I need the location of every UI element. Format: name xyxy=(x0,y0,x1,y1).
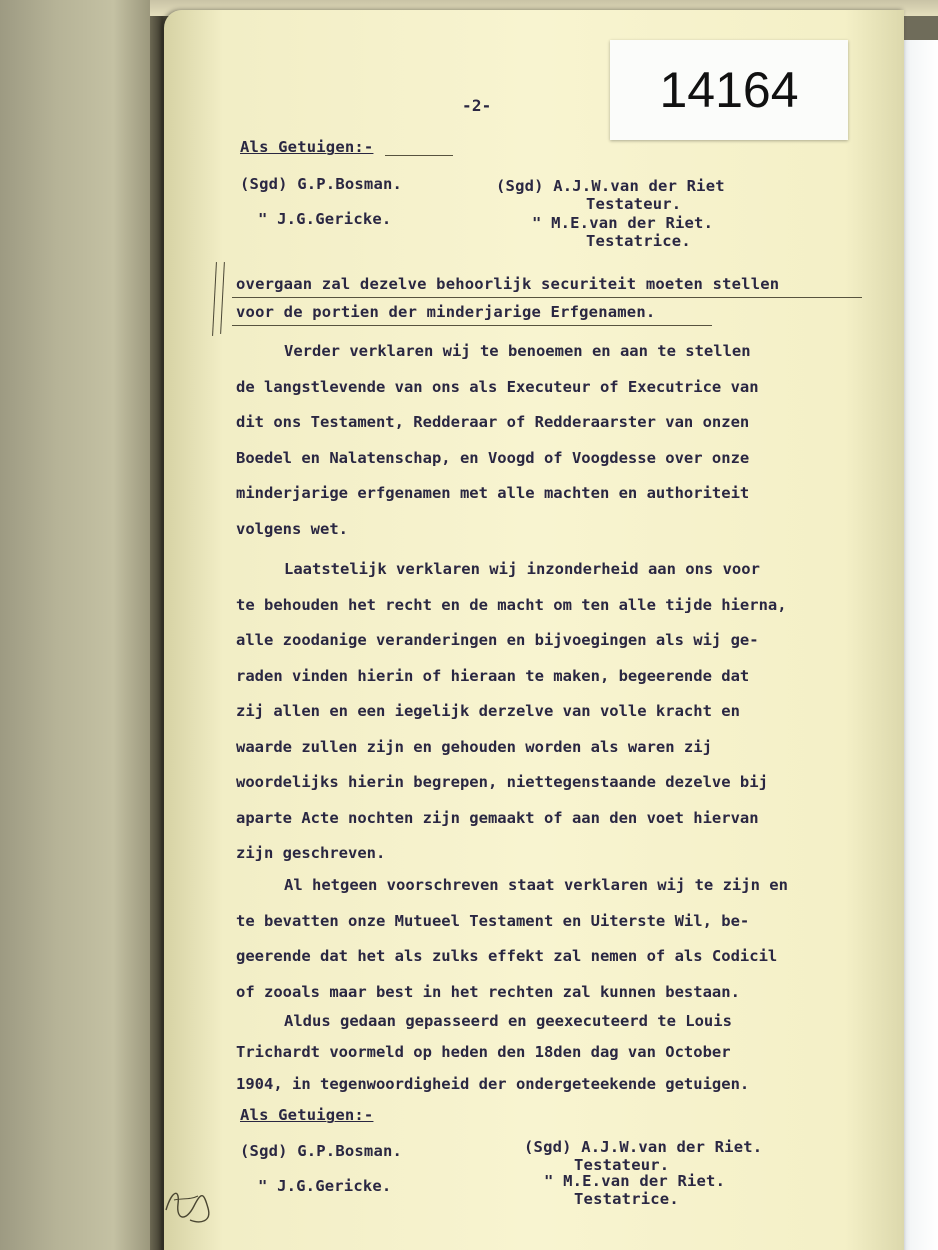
text-line: de langstlevende van ons als Executeur of Executrice van xyxy=(236,377,759,396)
text-line: Laatstelijk verklaren wij inzonderheid aan ons voor xyxy=(284,560,760,578)
text-line: Verder verklaren wij te benoemen en aan te stellen xyxy=(284,342,751,360)
text-line: volgens wet. xyxy=(236,519,348,538)
bottom-testatrix-signature: " M.E.van der Riet. xyxy=(544,1172,726,1190)
heading-underline xyxy=(385,155,453,156)
text-line: raden vinden hierin of hieraan te maken, begeerende dat xyxy=(236,666,750,685)
body-line-2: voor de portien der minderjarige Erfgenamen. xyxy=(236,303,656,321)
bottom-witness-2-signature: " J.G.Gericke. xyxy=(258,1177,392,1195)
reference-number-label: 14164 xyxy=(610,40,848,140)
bottom-testatrix-role: Testatrice. xyxy=(574,1190,679,1208)
testator-role: Testateur. xyxy=(586,195,682,213)
pencil-underline xyxy=(232,325,712,326)
page-number: -2- xyxy=(462,96,492,115)
text-line: Trichardt voormeld op heden den 18den dag van October xyxy=(236,1043,731,1061)
bottom-testator-role: Testateur. xyxy=(574,1156,670,1174)
text-line: woordelijks hierin begrepen, niettegenstaande dezelve bij xyxy=(236,773,768,791)
pencil-underline xyxy=(232,297,862,298)
body-line-1: overgaan zal dezelve behoorlijk securiteit moeten stellen xyxy=(236,275,780,293)
text-line: waarde zullen zijn en gehouden worden als waren zij xyxy=(236,737,712,756)
witness-1-signature: (Sgd) G.P.Bosman. xyxy=(240,175,403,193)
text-line: dit ons Testament, Redderaar of Redderaarster van onzen xyxy=(236,413,750,431)
text-line: te behouden het recht en de macht om ten alle tijde hierna, xyxy=(236,595,787,614)
paragraph-execution xyxy=(236,1006,846,1100)
text-line: minderjarige erfgenamen met alle machten en authoriteit xyxy=(236,484,750,502)
handwritten-scribble xyxy=(160,1170,220,1230)
paragraph-testament xyxy=(236,868,846,1010)
paragraph-executors xyxy=(236,334,846,547)
testator-signature: (Sgd) A.J.W.van der Riet xyxy=(496,177,725,195)
text-line: geerende dat het als zulks effekt zal nemen of als Codicil xyxy=(236,947,778,965)
bottom-testator-signature: (Sgd) A.J.W.van der Riet. xyxy=(524,1138,763,1156)
bottom-witnesses-heading: Als Getuigen:- xyxy=(240,1106,374,1124)
text-line: alle zoodanige veranderingen en bijvoegingen als wij ge- xyxy=(236,631,759,649)
bottom-witness-1-signature: (Sgd) G.P.Bosman. xyxy=(240,1142,403,1160)
text-line: zij allen en een iegelijk derzelve van volle kracht en xyxy=(236,702,740,720)
testatrix-role: Testatrice. xyxy=(586,232,691,250)
text-line: aparte Acte nochten zijn gemaakt of aan den voet hiervan xyxy=(236,808,759,827)
text-line: Al hetgeen voorschreven staat verklaren wij te zijn en xyxy=(284,876,788,894)
text-line: of zooals maar best in het rechten zal kunnen bestaan. xyxy=(236,982,740,1001)
left-page xyxy=(0,0,162,1250)
text-line: zijn geschreven. xyxy=(236,844,386,862)
text-line: 1904, in tegenwoordigheid der ondergeteekende getuigen. xyxy=(236,1075,750,1093)
text-line: te bevatten onze Mutueel Testament en Uiterste Wil, be- xyxy=(236,911,750,930)
text-line: Aldus gedaan gepasseerd en geexecuteerd te Louis xyxy=(284,1012,732,1030)
witnesses-heading: Als Getuigen:- xyxy=(240,138,374,156)
paragraph-amendments xyxy=(236,552,846,872)
witness-2-signature: " J.G.Gericke. xyxy=(258,210,392,228)
testatrix-signature: " M.E.van der Riet. xyxy=(532,214,714,232)
text-line: Boedel en Nalatenschap, en Voogd of Voogdesse over onze xyxy=(236,448,750,467)
